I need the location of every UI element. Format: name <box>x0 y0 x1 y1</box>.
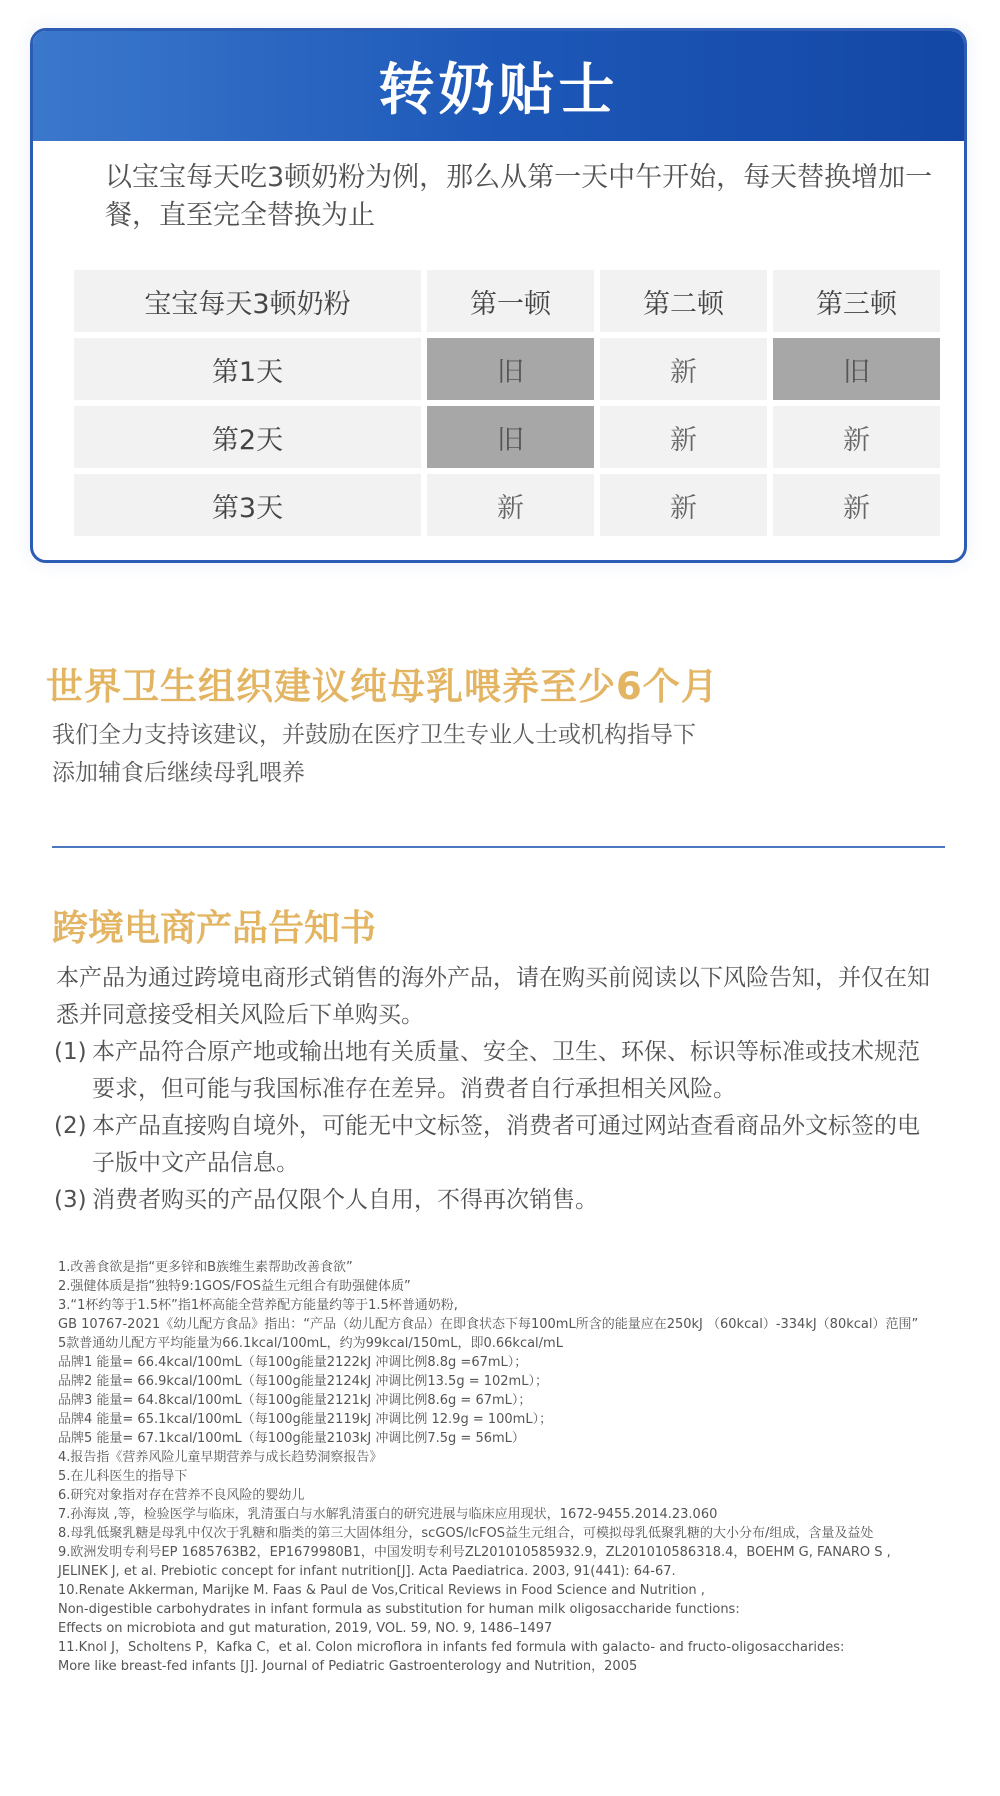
list-item <box>54 1182 934 1219</box>
list-item-text: 本产品符合原产地或输出地有关质量、安全、卫生、环保、标识等标准或技术规范要求，但可能与我国标准存在差异。消费者自行承担相关风险。 <box>92 1039 920 1102</box>
switch-schedule-table <box>68 264 946 542</box>
table-header-cell: 第一顿 <box>427 270 594 332</box>
list-item-text: 消费者购买的产品仅限个人自用，不得再次销售。 <box>92 1187 598 1213</box>
footnote-line: 品牌5 能量= 67.1kcal/100mL（每100g能量2103kJ 冲调比例7.5g = 56mL） <box>58 1431 525 1446</box>
footnote-line: 3.“1杯约等于1.5杯”指1杯高能全营养配方能量约等于1.5杯普通奶粉, <box>58 1298 458 1313</box>
table-header-cell: 第二顿 <box>600 270 767 332</box>
footnote-line: 11.Knol J，Scholtens P，Kafka C，et al. Colon microflora in infants fed formula with galacto- and fructo-oligosaccharides: <box>58 1640 845 1655</box>
meal-cell-new: 新 <box>773 406 940 468</box>
footnote-line: 品牌1 能量= 66.4kcal/100mL（每100g能量2122kJ 冲调比例8.8g =67mL）； <box>58 1355 528 1370</box>
table-header-row <box>74 270 940 332</box>
footnote-line: JELINEK J, et al. Prebiotic concept for infant nutrition[J]. Acta Paediatrica. 2003, 91(441): 64-67. <box>58 1564 676 1579</box>
who-body-line: 我们全力支持该建议，并鼓励在医疗卫生专业人士或机构指导下 <box>52 722 696 748</box>
footnote-line: 7.孙海岚 ,等，检验医学与临床，乳清蛋白与水解乳清蛋白的研究进展与临床应用现状，1672-9455.2014.23.060 <box>58 1507 718 1522</box>
footnote-line: 5.在儿科医生的指导下 <box>58 1469 188 1484</box>
footnote-line: 6.研究对象指对存在营养不良风险的婴幼儿 <box>58 1488 305 1503</box>
footnotes <box>58 1258 978 1676</box>
card-title: 转奶贴士 <box>378 58 619 123</box>
formula-switch-tips-card <box>30 28 967 563</box>
day-cell: 第3天 <box>74 474 421 536</box>
meal-cell-new: 新 <box>600 338 767 400</box>
meal-cell-old: 旧 <box>427 406 594 468</box>
meal-cell-old: 旧 <box>773 338 940 400</box>
table-row <box>74 406 940 468</box>
footnote-line: 品牌3 能量= 64.8kcal/100mL（每100g能量2121kJ 冲调比例8.6g = 67mL）； <box>58 1393 532 1408</box>
footnote-line: Non-digestible carbohydrates in infant formula as substitution for human milk oligosaccharide functions: <box>58 1602 740 1617</box>
card-header <box>33 31 964 141</box>
card-intro-text: 以宝宝每天吃3顿奶粉为例，那么从第一天中午开始，每天替换增加一餐，直至完全替换为止 <box>105 162 933 231</box>
list-item-number: (2) <box>54 1113 87 1139</box>
day-cell: 第2天 <box>74 406 421 468</box>
table-header-cell: 第三顿 <box>773 270 940 332</box>
footnote-line: 品牌4 能量= 65.1kcal/100mL（每100g能量2119kJ 冲调比例 12.9g = 100mL）； <box>58 1412 553 1427</box>
footnote-line: More like breast-fed infants [J]. Journal of Pediatric Gastroenterology and Nutrition，2005 <box>58 1659 638 1674</box>
table-row <box>74 474 940 536</box>
who-section-body <box>52 716 812 792</box>
meal-cell-new: 新 <box>600 474 767 536</box>
cross-border-notice-title: 跨境电商产品告知书 <box>52 908 377 949</box>
list-item-text: 本产品直接购自境外，可能无中文标签，消费者可通过网站查看商品外文标签的电子版中文产品信息。 <box>92 1113 920 1176</box>
footnote-line: 1.改善食欲是指“更多锌和B族维生素帮助改善食欲” <box>58 1260 353 1275</box>
footnote-line: 10.Renate Akkerman, Marijke M. Faas & Paul de Vos,Critical Reviews in Food Science and Nutrition , <box>58 1583 705 1598</box>
footnote-line: GB 10767-2021《幼儿配方食品》指出：“产品（幼儿配方食品）在即食状态下每100mL所含的能量应在250kJ （60kcal）-334kJ（80kcal）范围” <box>58 1317 919 1332</box>
list-item-number: (1) <box>54 1039 87 1065</box>
footnote-line: 8.母乳低聚乳糖是母乳中仅次于乳糖和脂类的第三大固体组分，scGOS/lcFOS益生元组合，可模拟母乳低聚乳糖的大小分布/组成，含量及益处 <box>58 1526 874 1541</box>
day-cell: 第1天 <box>74 338 421 400</box>
meal-cell-new: 新 <box>773 474 940 536</box>
meal-cell-new: 新 <box>427 474 594 536</box>
footnote-line: 2.强健体质是指“独特9:1GOS/FOS益生元组合有助强健体质” <box>58 1279 411 1294</box>
list-item <box>54 1108 934 1182</box>
who-body-line: 添加辅食后继续母乳喂养 <box>52 760 305 786</box>
section-divider <box>52 846 945 848</box>
cross-border-notice-list <box>54 1034 934 1219</box>
footnote-line: 9.欧洲发明专利号EP 1685763B2，EP1679980B1，中国发明专利号ZL201010585932.9，ZL201010586318.4，BOEHM G, FANARO S , <box>58 1545 891 1560</box>
list-item <box>54 1034 934 1108</box>
footnote-line: Effects on microbiota and gut maturation, 2019, VOL. 59, NO. 9, 1486–1497 <box>58 1621 553 1636</box>
table-header-cell: 宝宝每天3顿奶粉 <box>74 270 421 332</box>
footnote-line: 4.报告指《营养风险儿童早期营养与成长趋势洞察报告》 <box>58 1450 383 1465</box>
who-section-title: 世界卫生组织建议纯母乳喂养至少6个月 <box>46 665 719 708</box>
list-item-number: (3) <box>54 1187 87 1213</box>
footnote-line: 品牌2 能量= 66.9kcal/100mL（每100g能量2124kJ 冲调比例13.5g = 102mL）； <box>58 1374 548 1389</box>
meal-cell-new: 新 <box>600 406 767 468</box>
footnote-line: 5款普通幼儿配方平均能量为66.1kcal/100mL，约为99kcal/150mL，即0.66kcal/mL <box>58 1336 563 1351</box>
cross-border-notice-intro: 本产品为通过跨境电商形式销售的海外产品，请在购买前阅读以下风险告知，并仅在知悉并同意接受相关风险后下单购买。 <box>56 965 930 1028</box>
meal-cell-old: 旧 <box>427 338 594 400</box>
table-row <box>74 338 940 400</box>
